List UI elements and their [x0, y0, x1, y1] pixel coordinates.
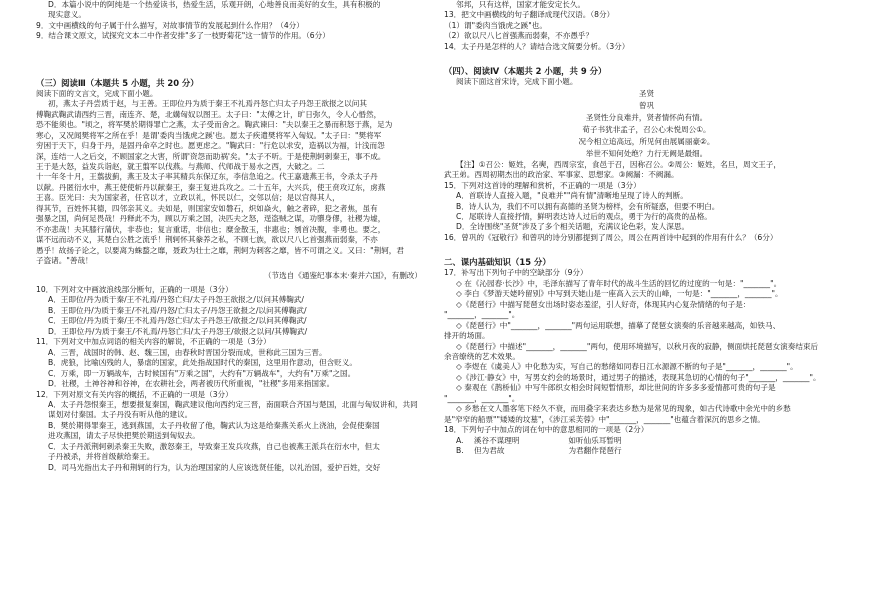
option-b: B．虎狼，比喻凶残的人，暴虐的国家，此处指战国时代的秦国，这里用作意动，但含贬义。	[48, 358, 357, 368]
option-b: B．诗人认为，我们不可以拥有高德的圣贤为榜样，会有所疑惑，但要不明白。	[456, 201, 720, 211]
option-d: D．王即位丹/为质于秦王/不礼焉/丹怒亡归/太子丹怨王/欲报之以问/其傅鞠武/	[48, 326, 308, 336]
fill-item: ◇《琵琶行》中描述"_______，_______"两句，使用环境描写，以秋月夜的寂静，侧面烘托琵琶女演奏结束后	[456, 341, 819, 351]
classical-passage	[36, 99, 428, 266]
poem-line: 举世不知何处绝？力行无阙是最细。	[585, 148, 708, 158]
text-line: 邻邦，只有这样，国家才能安定长久。	[456, 0, 586, 9]
passage-line: 初，燕太子丹尝质于赵，与王善。王即位丹为质于秦王不礼焉丹怒亡归太子丹怨王欲报之以问其	[48, 99, 367, 109]
passage-line: 深，连结一人之后交，不顾国家之大害，所谓'资怨而助祸'矣。"太子不听。于是使荆轲刺秦王，事不成。	[36, 151, 386, 161]
question-12: 12．下列对原文有关内容的概括，不正确的一项是（3分）	[36, 389, 233, 399]
option-right: 如听仙乐耳暂明	[568, 435, 622, 445]
passage-line: 强暴之国，尚何足畏哉！丹释此不为，顾以万乘之国，决匹夫之怒，逞盗贼之谋，功隳身僇，社稷为墟，	[36, 214, 386, 224]
poem-notes: 武王弟。西周初期杰出的政治家、军事家、思想家。③阙漏：不阙漏。	[444, 170, 679, 180]
question-13: 13．把文中画横线的句子翻译成现代汉语。（8分）	[444, 10, 615, 20]
option-c: C．太子丹派荆轲刺杀秦王失败，激怒秦王，导致秦王发兵攻燕，自己也被燕王派兵在衍水中，但太	[48, 441, 380, 451]
fill-item: ◇ 秦观在《鹊桥仙》中写牛郎织女相会时间短暂情形，却比世间的许多多多爱情都可贵的句子是	[456, 383, 776, 393]
question-15: 15．下列对这首诗的理解和赏析，不正确的一项是（3分）	[444, 180, 641, 190]
question-18-options	[444, 436, 849, 457]
fill-item-continued: "_______，_______"。	[444, 310, 520, 320]
right-top-block	[444, 0, 849, 52]
text-line: 现实意义。	[48, 10, 86, 20]
section-4-intro: 阅读下面这首宋诗，完成下面小题。	[456, 77, 578, 87]
passage-line: 穷困于天下，归身于丹，是固丹命卒之时也。愿更虑之。"鞠武曰："行危以求安，造祸以为福，计浅而怨	[36, 141, 385, 151]
question-16: 16．曾巩的《冠敬行》和曾巩的诗分别都提到了周公，周公在两首诗中起到的作用有什么？（6分）	[444, 232, 778, 242]
option-d: D．全诗围绕"圣贤"涉及了多个相关话题，充满议论色彩，发人深思。	[456, 222, 690, 232]
fill-item-continued: "_______，_______"。	[444, 393, 520, 403]
left-column	[36, 0, 428, 473]
question-9: 9．结合课文原文，试探究文本二中作者安排"多了一枝野菊花"这一情节的作用。（6分）	[36, 31, 330, 41]
poem-line: 圣贤性分良难并，贤者情怀尚有情。	[585, 112, 708, 122]
question-10: 10．下列对文中画波浪线部分断句，正确的一项是（3分）	[36, 284, 233, 294]
passage-line: 不亦悲哉！夫其膝行蒲伏，非恭也；复言重诺，非信也；糜金散玉，非惠也；刎首决腹，非勇也。要之，	[36, 224, 386, 234]
fill-item: ◇ 李白《梦游天姥吟留别》中写到天姥山是一座高入云天的山峰，一句是："_______，_______"。	[456, 289, 783, 299]
option-a: A．三晋，战国时的韩、赵、魏三国，由春秋时晋国分裂而成，世称此三国为三晋。	[48, 347, 327, 357]
passage-line: 王于是大怒，益发兵诣赵，就王翦军以伐燕。与燕师、代师战于易水之西，大破之。二	[36, 161, 325, 171]
option-b: B．樊於期得罪秦王，逃到燕国，太子丹收留了他，鞠武认为这是给秦燕关系火上浇油，会促使秦国	[48, 420, 380, 430]
option-c: C．尾联诗人直接抒情，鲜明表达诗人过后的观点，勇于为行的高贵的品格。	[456, 211, 712, 221]
fill-item: ◇ 乡愁在文人墨客笔下经久不衰，而用叠字来表达乡愁为是常见的现象，如古代诗歌中余光中的乡愁	[456, 404, 791, 414]
option-right: 为君翻作琵琶行	[568, 446, 622, 456]
passage-line: 子盗诸。"善哉！	[36, 256, 93, 266]
passage-line: 恐不能须也。"顷之，将军樊於期得罪亡之燕，太子受而舍之。鞠武谏曰："夫以秦王之暴而积怒于燕，足为	[36, 120, 393, 130]
option-continued: 谋划对付秦国。太子丹没有听从他的建议。	[48, 410, 193, 420]
passage-line: 以献。丹匿衍水中，燕王使使斩丹以献秦王，秦王复进兵攻之。二十五年，大兴兵，使王贲攻辽东，虏燕	[36, 182, 386, 192]
question-11: 11．下列对文中加点词语的相关内容的解说，不正确的一项是（3分）	[36, 337, 271, 347]
passage-line: 十一年冬十月，王翦拔蓟，燕王及太子率其精兵东保辽东，李信急追之。代王嘉遗燕王书，令杀太子丹	[36, 172, 378, 182]
poem-title: 圣贤	[638, 88, 655, 98]
option-left: 但为君故	[474, 446, 505, 456]
fill-item: ◇ 在《沁园春·长沙》中，毛泽东描写了青年时代的战斗生活的回忆的过度的一句是："_______"。	[456, 278, 782, 288]
option-a: A．首联诗人直接入题，"良难并""尚有情"清晰地呈现了诗人的判断。	[456, 191, 688, 201]
option-continued: 子丹被杀，并将首级献给秦王。	[48, 452, 155, 462]
option-row	[444, 436, 849, 446]
fill-in-questions	[444, 268, 849, 435]
poem-line: 况今相立追高远，所见何由展属丽豪②。	[578, 136, 715, 146]
fill-item-continued: 是"窄窄的船票""矮矮的坟墓"，《涉江采芙蓉》中"_______，_______"也蕴含着深沉的思乡之情。	[444, 414, 765, 424]
poem	[444, 88, 849, 160]
option-c: C．万乘，即一万辆战车，古时候国有"万乘之国"，大约有"万辆战车"，大约有"万乘"之国。	[48, 368, 356, 378]
fill-item-continued: 排开的场面。	[444, 331, 490, 341]
option-b: B．王即位丹/为质于秦王/不礼焉/丹怒/亡归太子/丹怨王欲报之/以问其傅鞠武/	[48, 305, 307, 315]
question-14: 14．太子丹是怎样的人？请结合选文简要分析。（3分）	[444, 41, 630, 51]
fill-item: ◇《琵琶行》中"_______，_______"两句运用联想，描摹了琵琶女演奏的乐音越来越高，如铁马、	[456, 320, 781, 330]
passage-line: 谋不远而动不义，其楚白公胜之流乎！荆轲怀其豢养之私，不顾七族，欲以尺八匕首强燕而弱秦，不亦	[36, 235, 378, 245]
option-a: A．太子丹怨恨秦王，想要报复秦国，鞠武建议他向西约定三晋，南面联合齐国与楚国，北面与匈奴讲和，共同	[48, 399, 418, 409]
passage-line: 王喜。臣光曰：夫为国家者，任官以才，立政以礼，怀民以仁，交邻以信；是以官得其人，	[36, 193, 340, 203]
option-continued: 进攻燕国，请太子尽快把樊於期送到匈奴去。	[48, 431, 200, 441]
poem-author: 曾巩	[638, 100, 655, 110]
fill-item: ◇ 李煜在《虞美人》中化愁为实，写自己的愁绪如同春日江水源源不断的句子是"_______，_______"。	[456, 362, 798, 372]
option-letter: B.	[456, 446, 464, 456]
sub-question: （2）欲以尺八匕首强燕而弱秦，不亦愚乎？	[444, 31, 594, 41]
text-line: D．本篇小说中的阿纯是一个热爱读书，热爱生活，乐观开朗，心地善良而美好的女生，具有积极的	[48, 0, 381, 9]
option-letter: A.	[456, 435, 464, 445]
option-left: 溪谷不谋理明	[473, 435, 520, 445]
option-c: C．王即位/丹为质于秦/王不礼焉丹/怒亡归/太子丹怨王/欲报之/以问其傅鞠武/	[48, 316, 307, 326]
sub-question: （1）谓"委肉当饿虎之蹊"也。	[444, 20, 547, 30]
question-17: 17．补写出下列句子中的空缺部分（9分）	[444, 268, 588, 278]
section-4-title: （四）、阅读Ⅳ（本题共 2 小题，共 9 分）	[444, 66, 607, 77]
poem-line: 荀子书犹非孟子，召公心未悦周公①。	[582, 124, 711, 134]
passage-line: 寒心，又况闻樊将军之所在乎！是谓'委肉当饿虎之蹊'也。愿太子疾遣樊将军入匈奴。"太子曰："樊将军	[36, 130, 382, 140]
left-questions	[36, 285, 428, 473]
left-top-block	[36, 0, 428, 42]
option-row	[444, 446, 849, 456]
section-3-intro: 阅读下面的文言文，完成下面小题。	[36, 88, 158, 98]
section-2-title: 二、课内基础知识（15 分）	[444, 257, 551, 268]
option-d: D．社稷，土神谷神和谷神，在农耕社会，两者被历代所重视，"社稷"多用来指国家。	[48, 379, 335, 389]
question-8: 9．文中画横线的句子属于什么描写，对故事情节的发展起到什么作用？（4分）	[36, 20, 304, 30]
passage-line: 得其节，百姓怀其德，四邻亲其义。夫如是，则国家安如磐石，炽如焱火，触之者碎，犯之者焦，虽有	[36, 203, 378, 213]
passage-source: （节选自《通鉴纪事本末·秦并六国》，有删改）	[263, 270, 422, 280]
passage-line: 愚乎！故扬子论之，以要离为蛛蝥之靡，聂政为壮士之靡，荆轲为刺客之靡，皆不可谓之义。又曰："荆轲，君	[36, 245, 404, 255]
poem-questions	[444, 181, 849, 244]
option-d: D．司马光指出太子丹和荆轲的行为，认为治理国家的人应该选贤任能，以礼治国，爱护百姓，交好	[48, 462, 381, 472]
fill-item-continued: 余音缭绕的艺术效果。	[444, 351, 520, 361]
fill-item: ◇《琵琶行》中描写琵琶女出场时姿态羞涩，引人好奇，体现其内心复杂情绪的句子是：	[456, 299, 751, 309]
option-a: A．王即位/丹为质于秦/王不礼焉/丹怒亡归/太子丹怨王欲报之/以问其傅鞠武/	[48, 295, 304, 305]
right-column	[444, 0, 849, 457]
poem-notes: 【注】①召公：姬姓，名奭，西周宗室，食邑于召，因称召公。②周公：姬姓，名旦，周文王子，	[456, 159, 781, 169]
question-18: 18．下列句子中加点的词在句中的意思相同的一项是（2分）	[444, 425, 649, 435]
fill-item: ◇《涉江·静女》中，写男女约会的场景时，通过男子的描述，表现其急切的心情的句子"_______，_______"。	[456, 372, 821, 382]
section-3-title: （三）阅读Ⅲ（本题共 5 小题，共 20 分）	[36, 77, 199, 88]
passage-line: 傅鞠武鞠武请西约三晋，南连齐、楚，北媾匈奴以图王。太子曰："太傅之计，旷日弥久，令人心惛然，	[36, 109, 382, 119]
